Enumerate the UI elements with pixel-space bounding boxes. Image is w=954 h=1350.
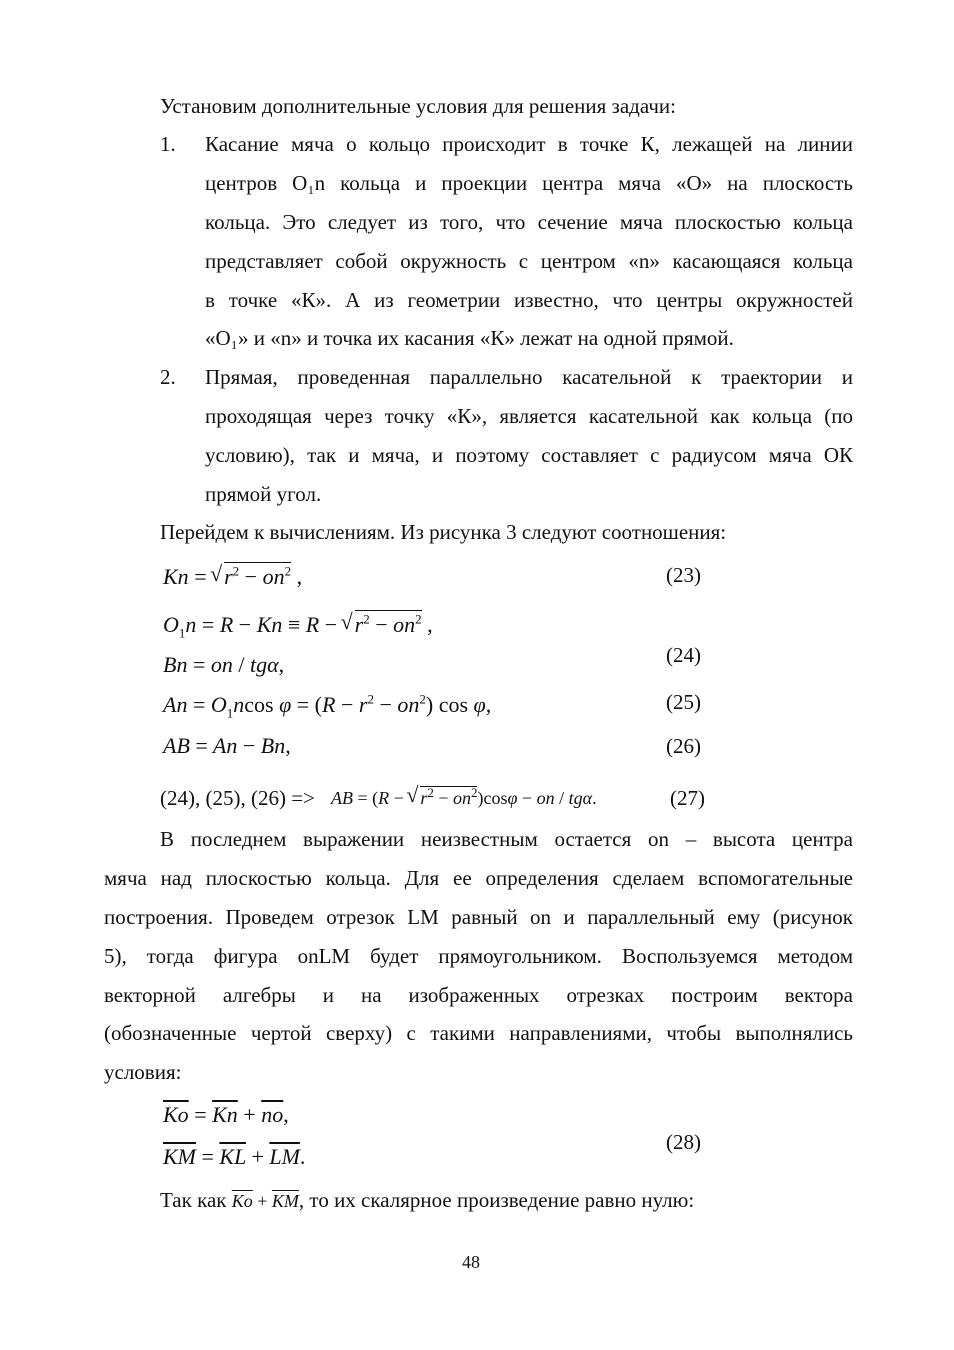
- para2-line2: мяча над плоскостью кольца. Для ее определения сделаем вспомогательные: [104, 866, 853, 890]
- equation-27: AB = (R − √ $r^2 - on^2)\cos\varphi$ − on / tgα.: [331, 785, 597, 811]
- equation-28b: $\overline{KM} = \overline{KL} + \overline{LM}$.: [163, 1144, 306, 1169]
- item2-line3: условию), так и мяча, и поэтому составляет с радиусом мяча ОК: [205, 443, 853, 467]
- equation-number-23: (23): [666, 563, 701, 587]
- list-number-1: 1.: [160, 132, 176, 156]
- equation-number-28: (28): [666, 1130, 701, 1154]
- equation-27-prefix: (24), (25), (26) =>: [160, 786, 315, 810]
- item1-line6: «O₁» и «n» и точка их касания «К» лежат на одной прямой.: [205, 326, 734, 350]
- item1-line5: в точке «К». А из геометрии известно, что центры окружностей: [205, 288, 853, 312]
- equation-ko-km: $\overline{Ko} + \overline{KM}$: [231, 1191, 299, 1211]
- equation-26: AB = An − Bn,: [163, 733, 291, 758]
- list-number-2: 2.: [160, 365, 176, 389]
- equation-number-26: (26): [666, 734, 701, 758]
- item1-line4: представляет собой окружность с центром «n» касающаяся кольца: [205, 249, 853, 273]
- para2-line7: условия:: [104, 1060, 182, 1084]
- item2-line1: Прямая, проведенная параллельно касательной к траектории и: [205, 365, 853, 389]
- item1-line2: центров O₁n кольца и проекции центра мяча «О» на плоскость: [205, 171, 853, 195]
- item1-line3: кольца. Это следует из того, что сечение мяча плоскостью кольца: [205, 210, 853, 234]
- calc-intro-text: Перейдем к вычислениям. Из рисунка 3 следуют соотношения:: [160, 520, 727, 544]
- intro-text: Установим дополнительные условия для решения задачи:: [160, 94, 676, 118]
- equation-24b: Bn = on / tgα,: [163, 652, 285, 677]
- equation-25: $An = O_1ncos$ $\varphi = (R - r^2 - on^2)$ cos φ,: [163, 691, 492, 721]
- last-line-start: Так как: [160, 1188, 227, 1212]
- para2-line3: построения. Проведем отрезок LM равный on и параллельный ему (рисунок: [104, 905, 853, 929]
- item1-line1: Касание мяча о кольцо происходит в точке К, лежащей на линии: [205, 132, 853, 156]
- equation-24a: $O_1n = R - Kn \equiv R$ − √ $r^2 - on^2$ ,: [163, 612, 433, 638]
- para2-line6: (обозначенные чертой сверху) с такими направлениями, чтобы выполнялись: [104, 1021, 853, 1045]
- equation-23: Kn = √ $r^2 - on^2$ ,: [163, 564, 302, 590]
- last-line: [160, 1188, 694, 1213]
- para2-line1: В последнем выражении неизвестным остается on – высота центра: [160, 827, 853, 851]
- para2-line4: 5), тогда фигура onLM будет прямоугольником. Воспользуемся методом: [104, 944, 853, 968]
- equation-number-27: (27): [670, 786, 705, 810]
- last-line-end: , то их скалярное произведение равно нулю:: [298, 1188, 695, 1212]
- page-number: 48: [462, 1252, 480, 1272]
- item2-line2: проходящая через точку «К», является касательной как кольца (по: [205, 404, 853, 428]
- equation-28a: $\overline{Ko} = \overline{Kn} + \overline{no}$,: [163, 1102, 289, 1127]
- equation-number-25: (25): [666, 690, 701, 714]
- equation-number-24: (24): [666, 643, 701, 667]
- item2-line4: прямой угол.: [205, 482, 322, 506]
- para2-line5: векторной алгебры и на изображенных отрезках построим вектора: [104, 983, 853, 1007]
